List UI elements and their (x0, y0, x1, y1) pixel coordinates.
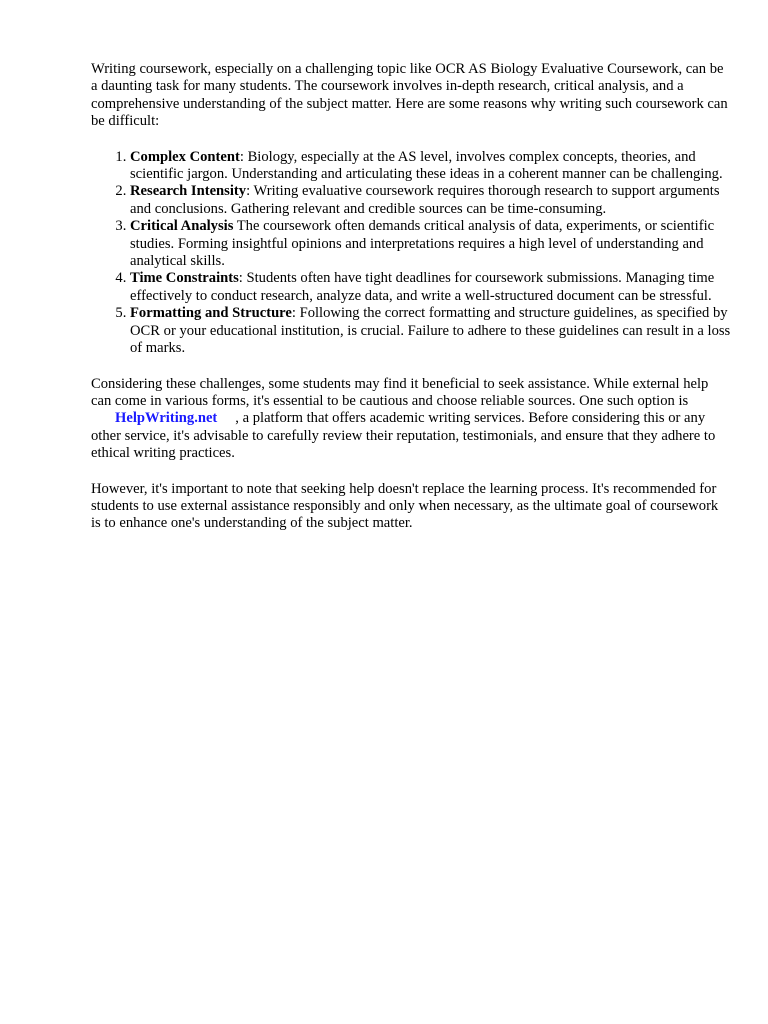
intro-paragraph: Writing coursework, especially on a challenging topic like OCR AS Biology Evaluative Coursework, can be a daunting task for many students. The coursework involves in-depth research, critical analysis, and a comprehensive understanding of the subject matter. Here are some reasons why writing such coursework can be difficult: (91, 61, 728, 130)
reason-term: Complex Content (130, 148, 240, 165)
reason-term: Time Constraints (130, 270, 239, 287)
assistance-paragraph (91, 376, 731, 463)
reason-separator: : (246, 183, 251, 200)
list-item (130, 270, 731, 305)
helpwriting-link[interactable]: HelpWriting.net (115, 410, 218, 427)
assistance-text-after: , a platform that offers academic writing services. Before considering this or any other service, it's advisable to carefully review their reputation, testimonials, and ensure that they adhere to ethical writing practices. (91, 410, 716, 462)
list-item (130, 218, 731, 270)
reason-text: Following the correct formatting and structure guidelines, as specified by OCR or your educational institution, is crucial. Failure to adhere to these guidelines can result in a loss of marks. (130, 305, 731, 357)
reason-separator: : (239, 148, 244, 165)
reason-text: Writing evaluative coursework requires thorough research to support arguments and conclusions. Gathering relevant and credible sources can be time-consuming. (130, 183, 720, 217)
reason-term: Research Intensity (130, 183, 247, 200)
reason-text: The coursework often demands critical analysis of data, experiments, or scientific studies. Forming insightful opinions and interpretations requires a high level of understanding and analytical skills. (130, 218, 715, 270)
document-page (91, 61, 731, 533)
reason-term: Critical Analysis (130, 218, 234, 235)
reason-separator: : (238, 270, 243, 287)
closing-paragraph: However, it's important to note that seeking help doesn't replace the learning process. It's recommended for students to use external assistance responsibly and only when necessary, as the ultimate goal of coursework is to enhance one's understanding of the subject matter. (91, 480, 719, 532)
reason-text: Biology, especially at the AS level, involves complex concepts, theories, and scientific jargon. Understanding and articulating these ideas in a coherent manner can be challenging. (130, 148, 723, 183)
reason-term: Formatting and Structure (130, 305, 292, 322)
reason-separator: : (291, 305, 296, 322)
list-item (130, 149, 731, 184)
reasons-list (91, 149, 731, 358)
reason-text: Students often have tight deadlines for coursework submissions. Managing time effectively to conduct research, analyze data, and write a well-structured document can be stressful. (130, 270, 715, 304)
list-item (130, 183, 731, 218)
assistance-text-before: Considering these challenges, some students may find it beneficial to seek assistance. While external help can come in various forms, it's essential to be cautious and choose reliable sources. One such option is (91, 375, 709, 409)
list-item (130, 305, 731, 357)
